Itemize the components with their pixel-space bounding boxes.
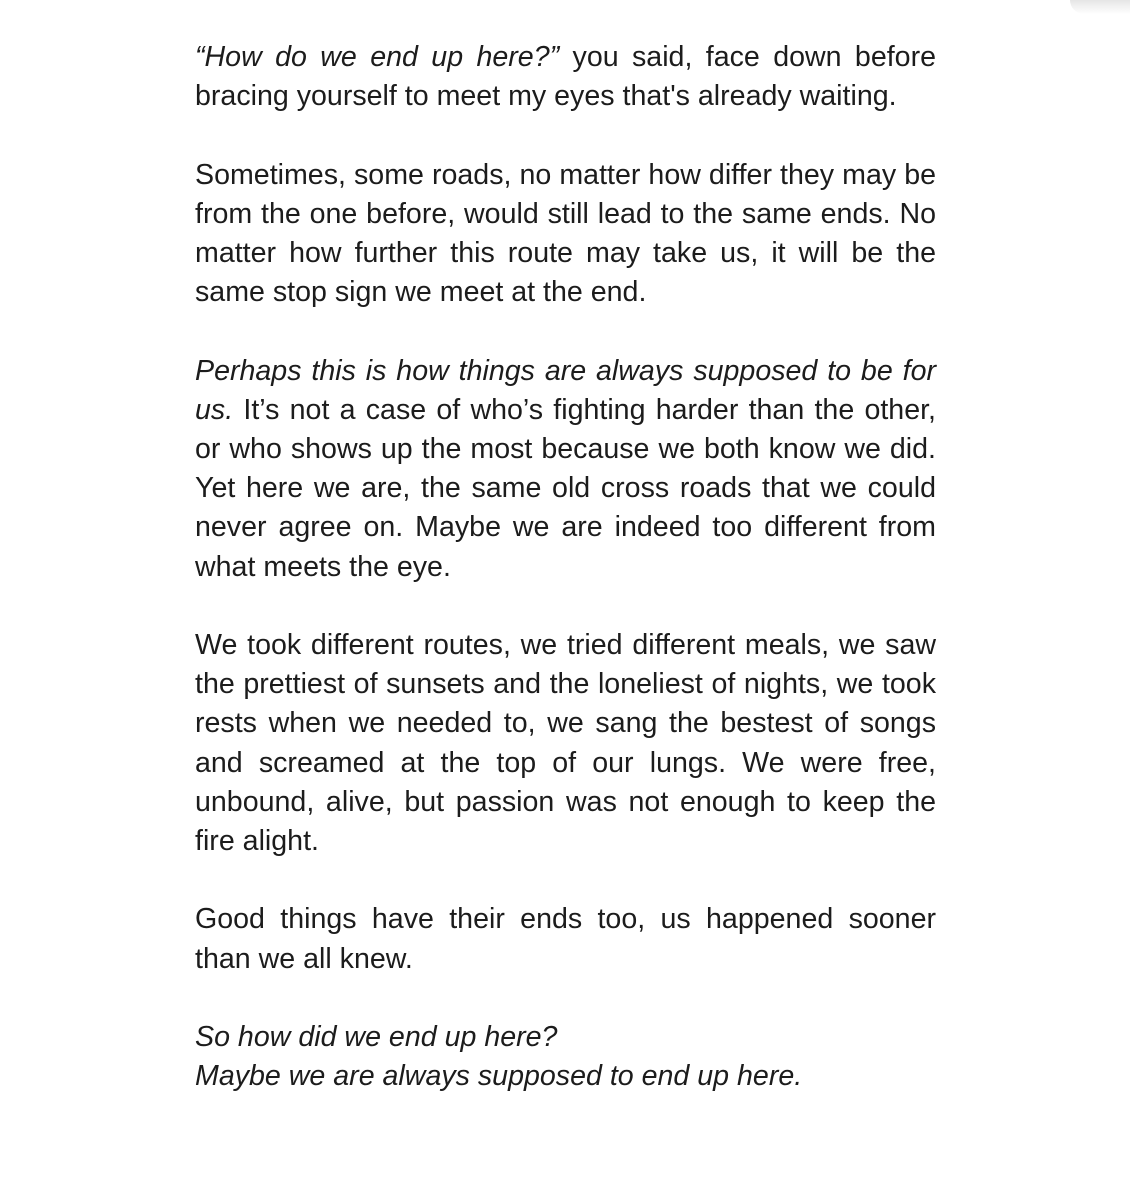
text-body [195,38,936,1136]
paragraph-3-italic-lead: Perhaps this is how things are always supposed to be for us. [195,354,936,426]
paragraph-3 [195,352,936,587]
paragraph-2-text: Sometimes, some roads, no matter how differ they may be from the one before, would still lead to the same ends. No matter how further this route may take us, it will be the same stop sign we meet at the end. [195,158,936,309]
paragraph-1-text: you said, face down before bracing yourself to meet my eyes that's already waiting. [195,41,937,113]
paragraph-6 [195,1018,936,1096]
paragraph-5-text: Good things have their ends too, us happened sooner than we all knew. [195,903,936,975]
paragraph-4-text: We took different routes, we tried different meals, we saw the prettiest of sunsets and the loneliest of nights, we took rests when we needed to, we sang the bestest of songs and screamed at the top of our lungs. We were free, unbound, alive, but passion was not enough to keep the fire alight. [195,629,936,858]
paragraph-4 [195,626,936,861]
paragraph-1 [195,38,936,116]
page-corner-shadow [1070,0,1130,14]
paragraph-2 [195,156,936,313]
paragraph-6-line-2: Maybe we are always supposed to end up here. [195,1060,803,1093]
paragraph-6-line-1: So how did we end up here? [195,1021,558,1053]
paragraph-5 [195,900,936,978]
paragraph-3-text: It’s not a case of who’s fighting harder than the other, or who shows up the most because we both know we did. Yet here we are, the same old cross roads that we could never agree on. Maybe we are indeed too different from what meets the eye. [195,393,936,583]
paragraph-1-italic-quote: “How do we end up here?” [195,41,560,73]
